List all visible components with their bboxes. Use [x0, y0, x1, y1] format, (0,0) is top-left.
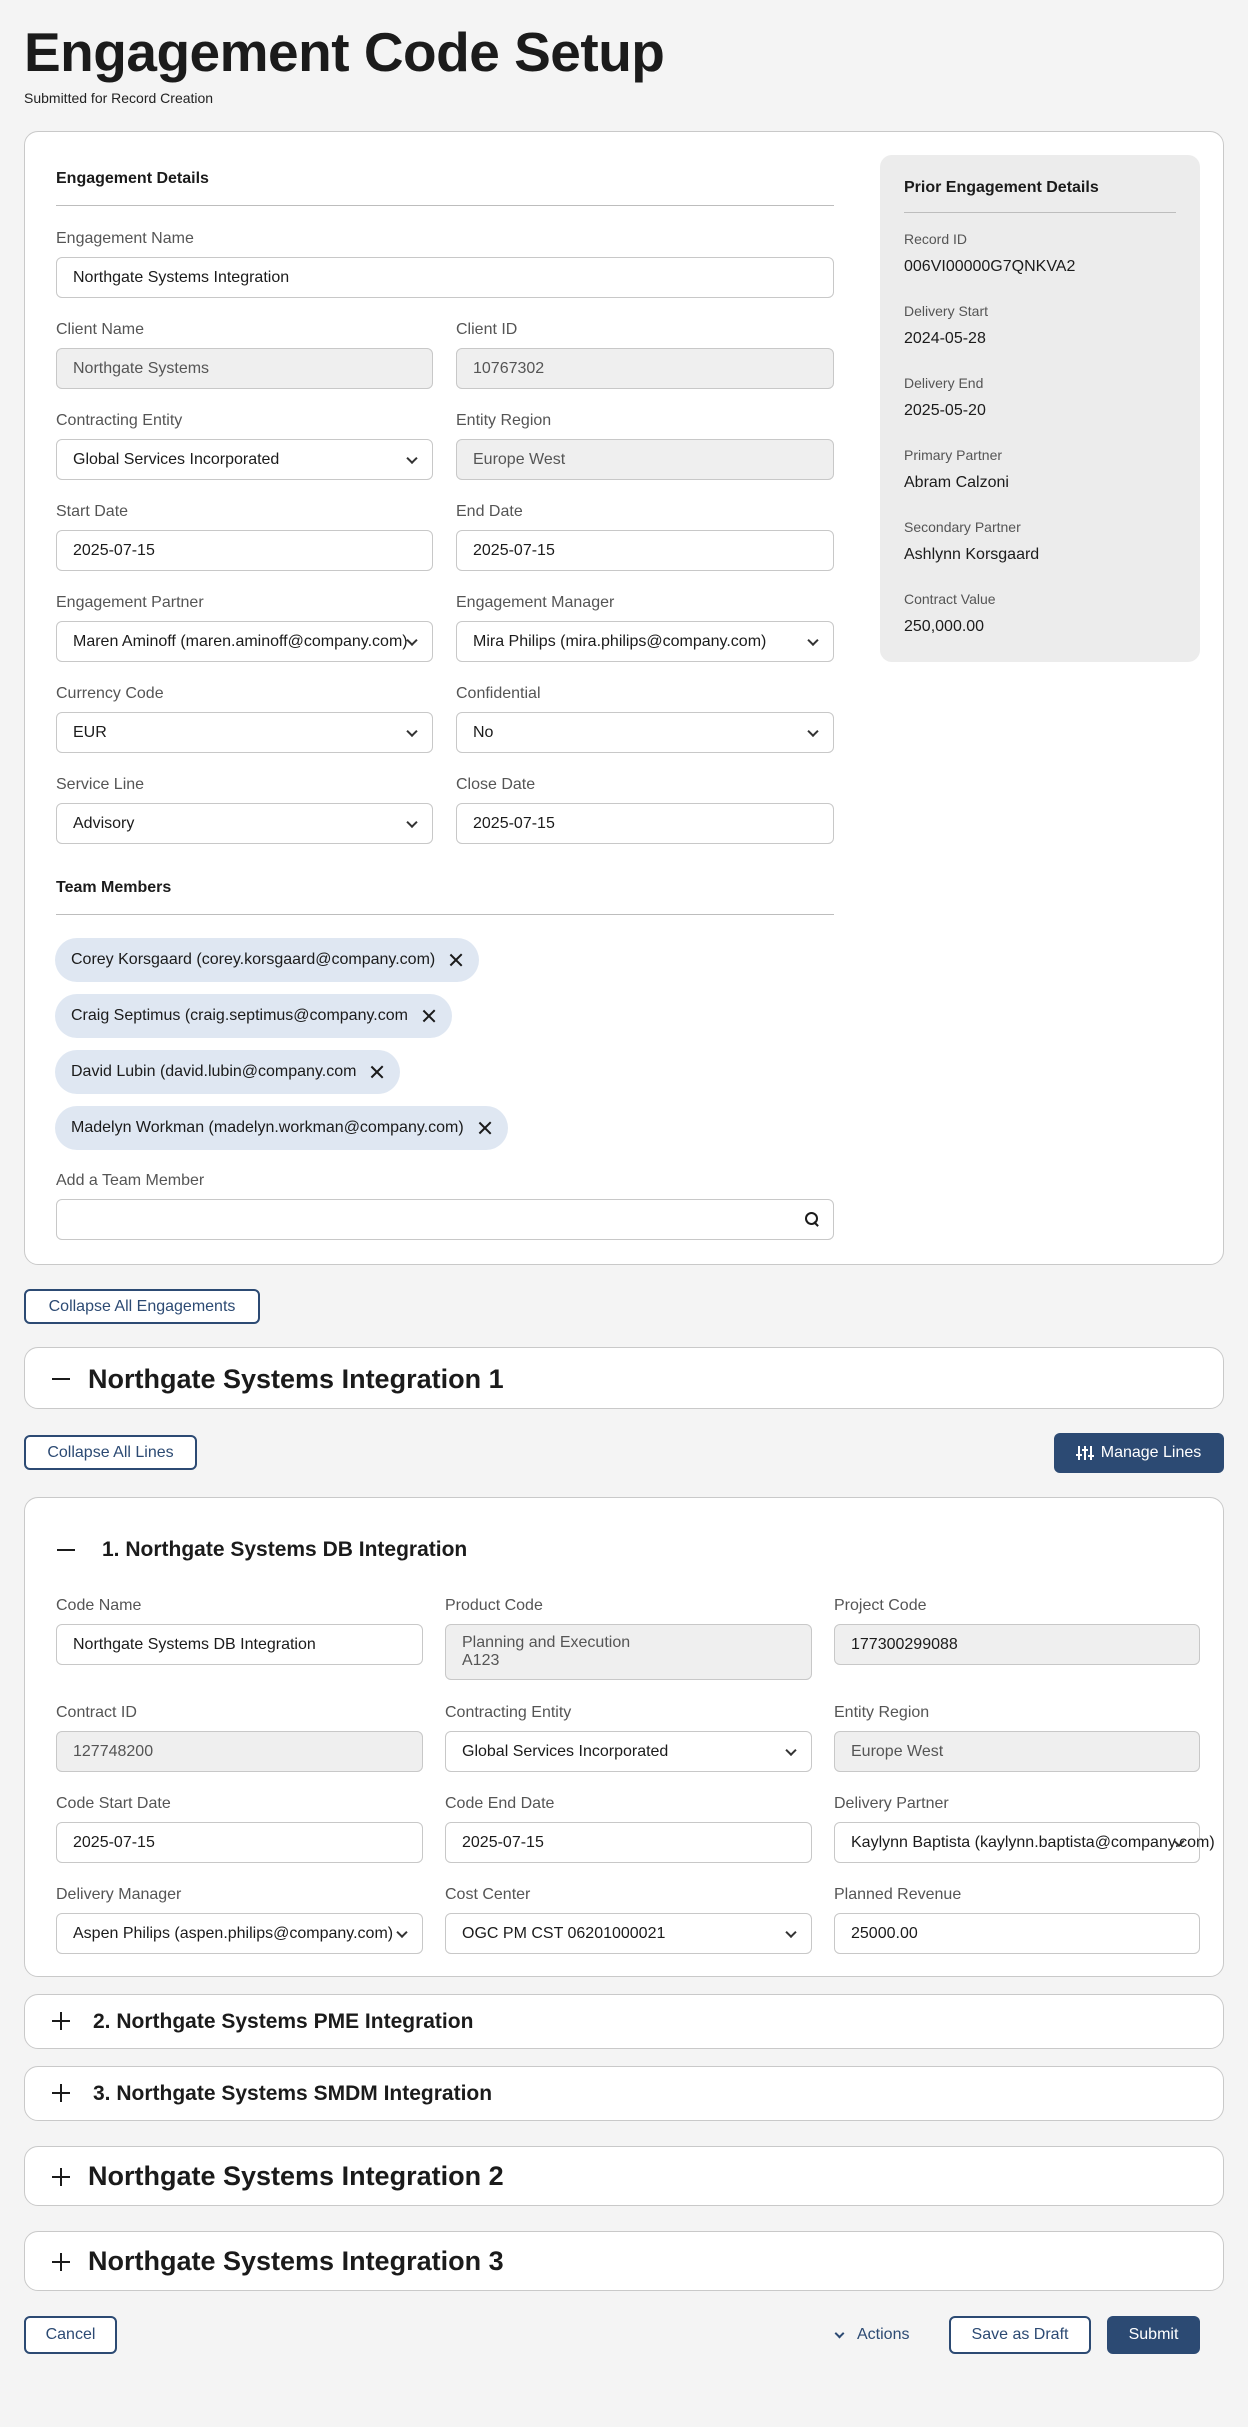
engagement-partner-label: Engagement Partner: [56, 594, 204, 611]
line-accordion-3[interactable]: [24, 2066, 1224, 2121]
prior-engagement-title: Prior Engagement Details: [904, 179, 1099, 196]
team-members-title: Team Members: [56, 879, 172, 896]
confidential-select[interactable]: No: [456, 712, 834, 753]
section-divider: [56, 205, 834, 206]
chevron-down-icon: [406, 634, 417, 645]
chevron-down-icon: [807, 634, 818, 645]
client-name-field: Northgate Systems: [56, 348, 433, 389]
chevron-down-icon: [807, 725, 818, 736]
chevron-down-icon: [406, 452, 417, 463]
close-icon[interactable]: [449, 953, 463, 967]
start-date-label: Start Date: [56, 503, 129, 520]
prior-engagement-panel: [880, 155, 1200, 662]
chevron-down-icon: [835, 2328, 845, 2338]
contract-id-label: Contract ID: [56, 1704, 137, 1721]
code-name-label: Code Name: [56, 1597, 142, 1614]
page-title: Engagement Code Setup: [24, 21, 665, 83]
section-divider: [56, 914, 834, 915]
section-divider: [904, 212, 1176, 213]
service-line-select[interactable]: Advisory: [56, 803, 433, 844]
minus-icon[interactable]: [52, 1378, 70, 1380]
planned-revenue-input[interactable]: 25000.00: [834, 1913, 1200, 1954]
actions-label: Actions: [857, 2326, 910, 2343]
minus-icon[interactable]: [57, 1549, 75, 1551]
add-team-member-input[interactable]: [56, 1199, 834, 1240]
end-date-input[interactable]: 2025-07-15: [456, 530, 834, 571]
delivery-end-value: 2025-05-20: [904, 402, 986, 419]
page-subtitle: Submitted for Record Creation: [24, 90, 214, 106]
sliders-icon: [1077, 1445, 1093, 1461]
engagement-name-input[interactable]: Northgate Systems Integration: [56, 257, 834, 298]
engagement-accordion-2[interactable]: [24, 2146, 1224, 2206]
secondary-partner-value: Ashlynn Korsgaard: [904, 546, 1040, 563]
close-date-input[interactable]: 2025-07-15: [456, 803, 834, 844]
engagement-partner-select[interactable]: Maren Aminoff (maren.aminoff@company.com): [56, 621, 433, 662]
close-icon[interactable]: [478, 1121, 492, 1135]
chevron-down-icon: [785, 1926, 796, 1937]
entity-region-label: Entity Region: [456, 412, 552, 429]
close-icon[interactable]: [370, 1065, 384, 1079]
team-member-chip: Corey Korsgaard (corey.korsgaard@company.com): [55, 938, 479, 982]
contract-value-label: Contract Value: [904, 591, 996, 607]
collapse-all-engagements-button[interactable]: Collapse All Engagements: [24, 1289, 260, 1324]
search-icon[interactable]: [805, 1212, 819, 1226]
line-accordion-2[interactable]: [24, 1994, 1224, 2049]
delivery-start-value: 2024-05-28: [904, 330, 986, 347]
engagement-title: Northgate Systems Integration 2: [88, 2161, 504, 2191]
engagement-title: Northgate Systems Integration 1: [88, 1364, 504, 1394]
engagement-accordion-3[interactable]: [24, 2231, 1224, 2291]
primary-partner-value: Abram Calzoni: [904, 474, 1009, 491]
plus-icon[interactable]: [52, 2168, 70, 2186]
code-start-date-label: Code Start Date: [56, 1795, 171, 1812]
team-member-chip: David Lubin (david.lubin@company.com: [55, 1050, 400, 1094]
manage-lines-button[interactable]: [1054, 1433, 1224, 1473]
close-icon[interactable]: [422, 1009, 436, 1023]
line-title: 1. Northgate Systems DB Integration: [102, 1538, 468, 1561]
submit-button[interactable]: Submit: [1107, 2316, 1200, 2354]
planned-revenue-label: Planned Revenue: [834, 1886, 962, 1903]
secondary-partner-label: Secondary Partner: [904, 519, 1021, 535]
line-entity-region-field: Europe West: [834, 1731, 1200, 1772]
collapse-all-lines-button[interactable]: Collapse All Lines: [24, 1435, 197, 1470]
engagement-manager-label: Engagement Manager: [456, 594, 615, 611]
plus-icon[interactable]: [52, 2084, 70, 2102]
line-title: 2. Northgate Systems PME Integration: [93, 2010, 474, 2033]
engagement-title: Northgate Systems Integration 3: [88, 2246, 504, 2276]
delivery-manager-select[interactable]: Aspen Philips (aspen.philips@company.com): [56, 1913, 423, 1954]
confidential-label: Confidential: [456, 685, 541, 702]
save-as-draft-button[interactable]: Save as Draft: [949, 2316, 1091, 2354]
code-name-input[interactable]: Northgate Systems DB Integration: [56, 1624, 423, 1665]
line-entity-region-label: Entity Region: [834, 1704, 930, 1721]
delivery-partner-label: Delivery Partner: [834, 1795, 949, 1812]
product-code-field: Planning and Execution A123: [445, 1624, 812, 1680]
engagement-name-label: Engagement Name: [56, 230, 194, 247]
line-title: 3. Northgate Systems SMDM Integration: [93, 2082, 493, 2105]
cancel-button[interactable]: Cancel: [24, 2316, 117, 2354]
manage-lines-label: Manage Lines: [1100, 1444, 1202, 1461]
line-accordion-1: [24, 1497, 1224, 1977]
engagement-accordion-1[interactable]: [24, 1347, 1224, 1409]
code-end-date-label: Code End Date: [445, 1795, 555, 1812]
contract-value-value: 250,000.00: [904, 618, 985, 635]
currency-code-select[interactable]: EUR: [56, 712, 433, 753]
delivery-partner-select[interactable]: Kaylynn Baptista (kaylynn.baptista@company.com): [834, 1822, 1200, 1863]
team-member-chip: Craig Septimus (craig.septimus@company.com: [55, 994, 452, 1038]
add-team-member-label: Add a Team Member: [56, 1172, 205, 1189]
engagement-manager-select[interactable]: Mira Philips (mira.philips@company.com): [456, 621, 834, 662]
chevron-down-icon: [406, 816, 417, 827]
project-code-field: 177300299088: [834, 1624, 1200, 1665]
plus-icon[interactable]: [52, 2253, 70, 2271]
engagement-details-title: Engagement Details: [56, 170, 209, 187]
code-end-date-input[interactable]: 2025-07-15: [445, 1822, 812, 1863]
record-id-value: 006VI00000G7QNKVA2: [904, 258, 1076, 275]
record-id-label: Record ID: [904, 231, 968, 247]
delivery-start-label: Delivery Start: [904, 303, 989, 319]
primary-partner-label: Primary Partner: [904, 447, 1003, 463]
close-date-label: Close Date: [456, 776, 536, 793]
product-code-label: Product Code: [445, 1597, 543, 1614]
chevron-down-icon: [406, 725, 417, 736]
delivery-manager-label: Delivery Manager: [56, 1886, 182, 1903]
chevron-down-icon: [785, 1744, 796, 1755]
project-code-label: Project Code: [834, 1597, 927, 1614]
cost-center-select[interactable]: OGC PM CST 06201000021: [445, 1913, 812, 1954]
delivery-end-label: Delivery End: [904, 375, 984, 391]
client-name-label: Client Name: [56, 321, 145, 338]
client-id-label: Client ID: [456, 321, 518, 338]
chevron-down-icon: [396, 1926, 407, 1937]
actions-menu[interactable]: [832, 2318, 909, 2352]
service-line-label: Service Line: [56, 776, 145, 793]
client-id-field: 10767302: [456, 348, 834, 389]
end-date-label: End Date: [456, 503, 523, 520]
team-member-chip: Madelyn Workman (madelyn.workman@company.com): [55, 1106, 508, 1150]
cost-center-label: Cost Center: [445, 1886, 531, 1903]
contracting-entity-select[interactable]: Global Services Incorporated: [56, 439, 433, 480]
currency-code-label: Currency Code: [56, 685, 164, 702]
start-date-input[interactable]: 2025-07-15: [56, 530, 433, 571]
contract-id-field: 127748200: [56, 1731, 423, 1772]
line-contracting-entity-label: Contracting Entity: [445, 1704, 572, 1721]
line-contracting-entity-select[interactable]: Global Services Incorporated: [445, 1731, 812, 1772]
plus-icon[interactable]: [52, 2012, 70, 2030]
code-start-date-input[interactable]: 2025-07-15: [56, 1822, 423, 1863]
entity-region-field: Europe West: [456, 439, 834, 480]
contracting-entity-label: Contracting Entity: [56, 412, 183, 429]
